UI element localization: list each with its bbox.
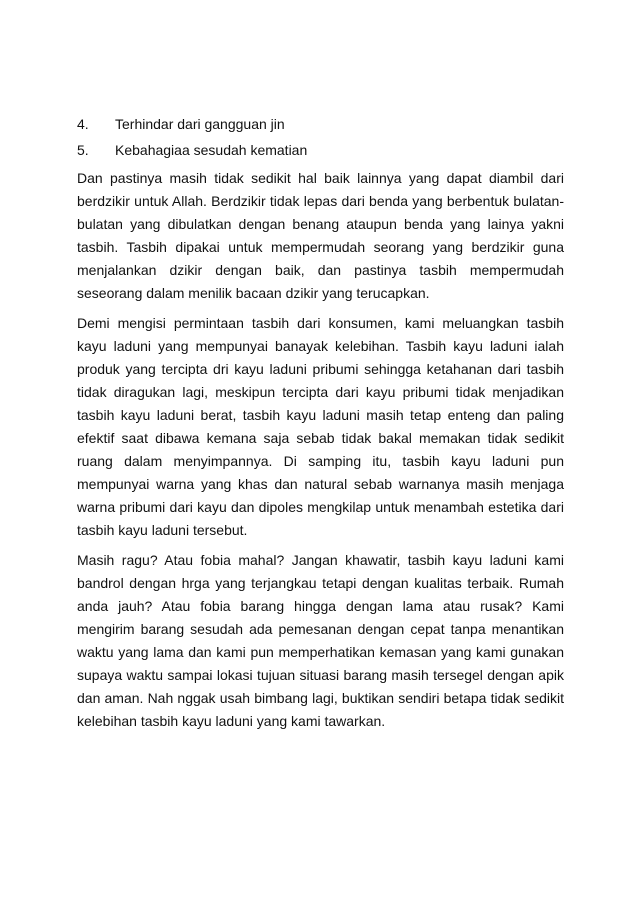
list-number: 5.	[77, 142, 89, 158]
document-body	[77, 113, 564, 740]
list-text: Terhindar dari gangguan jin	[115, 116, 285, 132]
list-text: Kebahagiaa sesudah kematian	[115, 142, 308, 158]
paragraph-pengiriman: Masih ragu? Atau fobia mahal? Jangan khawatir, tasbih kayu laduni kami bandrol dengan hrga yang terjangkau tetapi dengan kualitas terbaik. Rumah anda jauh? Atau fobia barang hingga dengan lama atau rusak? Kami mengirim barang sesudah ada pemesanan dengan cepat tanpa menantikan waktu yang lama dan kami pun memperhatikan kemasan yang kami gunakan supaya waktu sampai lokasi tujuan situasi barang masih tersegel dengan apik dan aman. Nah nggak usah bimbang lagi, buktikan sendiri betapa tidak sedikit kelebihan tasbih kayu laduni yang kami tawarkan.	[77, 552, 564, 729]
list-item	[77, 113, 564, 136]
list-number: 4.	[77, 116, 89, 132]
list-item	[77, 139, 564, 162]
paragraph-tasbih-kayu-laduni: Demi mengisi permintaan tasbih dari konsumen, kami meluangkan tasbih kayu laduni yang mempunyai banayak kelebihan. Tasbih kayu laduni ialah produk yang tercipta dri kayu laduni pribumi sehingga ketahanan dari tasbih tidak diragukan lagi, meskipun tercipta dari kayu pribumi tidak menjadikan tasbih kayu laduni berat, tasbih kayu laduni masih tetap enteng dan paling efektif saat dibawa kemana saja sebab tidak bakal memakan tidak sedikit ruang dalam menyimpannya. Di samping itu, tasbih kayu laduni pun mempunyai warna yang khas dan natural sebab warnanya masih menjaga warna pribumi dari kayu dan dipoles mengkilap untuk menambah estetika dari tasbih kayu laduni tersebut.	[77, 315, 564, 538]
paragraph-dzikir: Dan pastinya masih tidak sedikit hal baik lainnya yang dapat diambil dari berdzikir untuk Allah. Berdzikir tidak lepas dari benda yang berbentuk bulatan-bulatan yang dibulatkan dengan benang ataupun benda yang lainya yakni tasbih. Tasbih dipakai untuk mempermudah seorang yang berdzikir guna menjalankan dzikir dengan baik, dan pastinya tasbih mempermudah seseorang dalam menilik bacaan dzikir yang terucapkan.	[77, 170, 564, 301]
